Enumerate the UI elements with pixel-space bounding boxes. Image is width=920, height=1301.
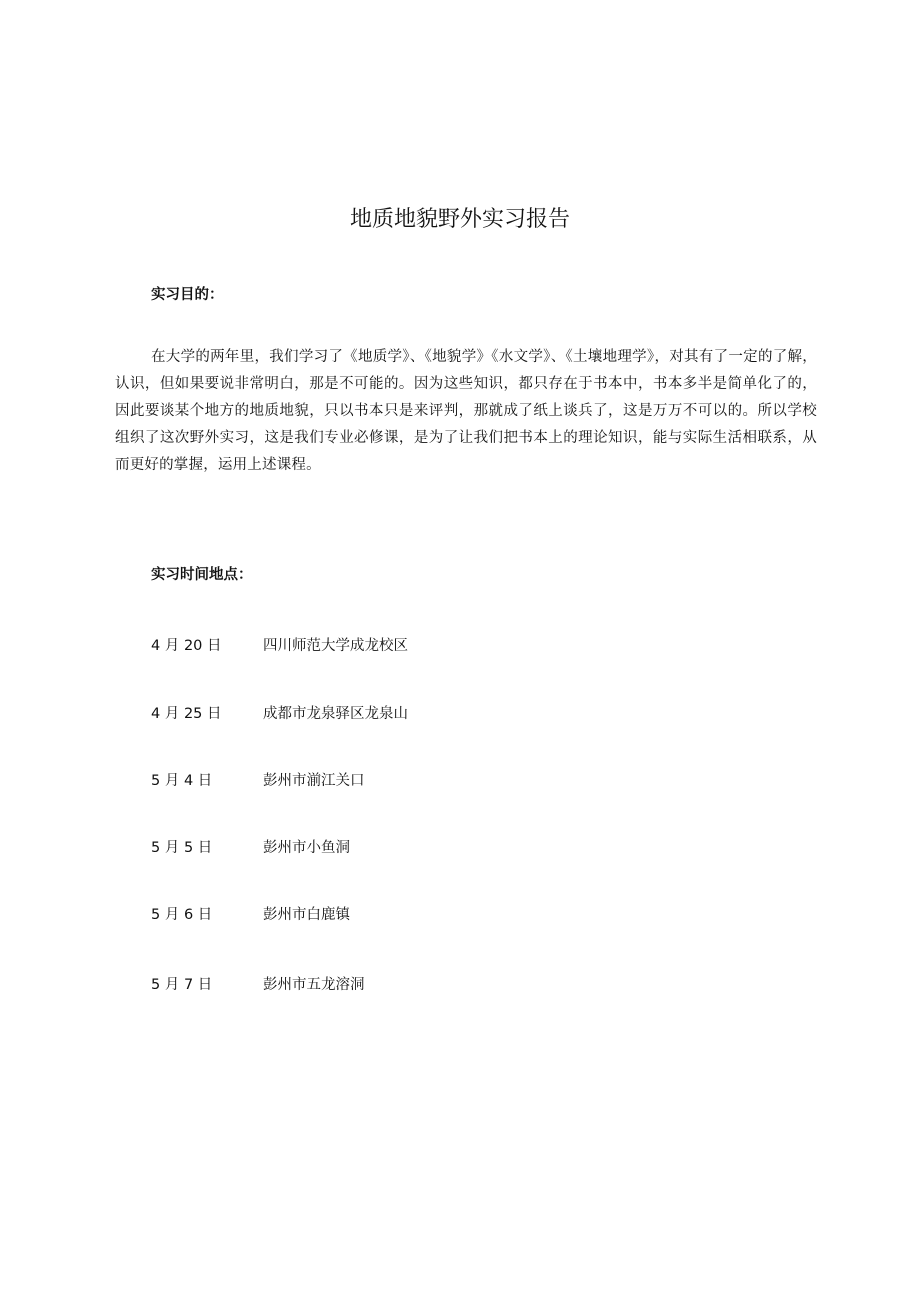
schedule-row: [151, 973, 751, 997]
schedule-row: [151, 634, 751, 658]
schedule-row: [151, 836, 751, 860]
document-title: 地质地貌野外实习报告: [349, 207, 570, 232]
schedule-date: 5 月 6 日: [151, 907, 213, 923]
schedule-place: 四川师范大学成龙校区: [263, 638, 408, 654]
purpose-heading: 实习目的：: [151, 287, 224, 303]
schedule-row: [151, 769, 751, 793]
schedule-date: 5 月 7 日: [151, 977, 213, 993]
schedule-place: 彭州市五龙溶洞: [263, 977, 365, 993]
schedule-date: 4 月 20 日: [151, 638, 222, 654]
schedule-place: 成都市龙泉驿区龙泉山: [263, 706, 408, 722]
schedule-row: [151, 903, 751, 927]
purpose-paragraph: 在大学的两年里，我们学习了《地质学》、《地貌学》《水文学》、《土壤地理学》，对其有了一定的了解，认识，但如果要说非常明白，那是不可能的。因为这些知识，都只存在于书本中，书本多半是简单化了的，因此要谈某个地方的地质地貌，只以书本只是来评判，那就成了纸上谈兵了，这是万万不可以的。所以学校组织了这次野外实习，这是我们专业必修课，是为了让我们把书本上的理论知识，能与实际生活相联系，从而更好的掌握，运用上述课程。: [115, 349, 817, 473]
schedule-date: 5 月 4 日: [151, 773, 213, 789]
schedule-row: [151, 702, 751, 726]
schedule-date: 4 月 25 日: [151, 706, 222, 722]
schedule-place: 彭州市小鱼洞: [263, 840, 350, 856]
time-place-heading: 实习时间地点：: [151, 567, 253, 583]
schedule-place: 彭州市白鹿镇: [263, 907, 350, 923]
schedule-place: 彭州市湔江关口: [263, 773, 365, 789]
schedule-date: 5 月 5 日: [151, 840, 213, 856]
